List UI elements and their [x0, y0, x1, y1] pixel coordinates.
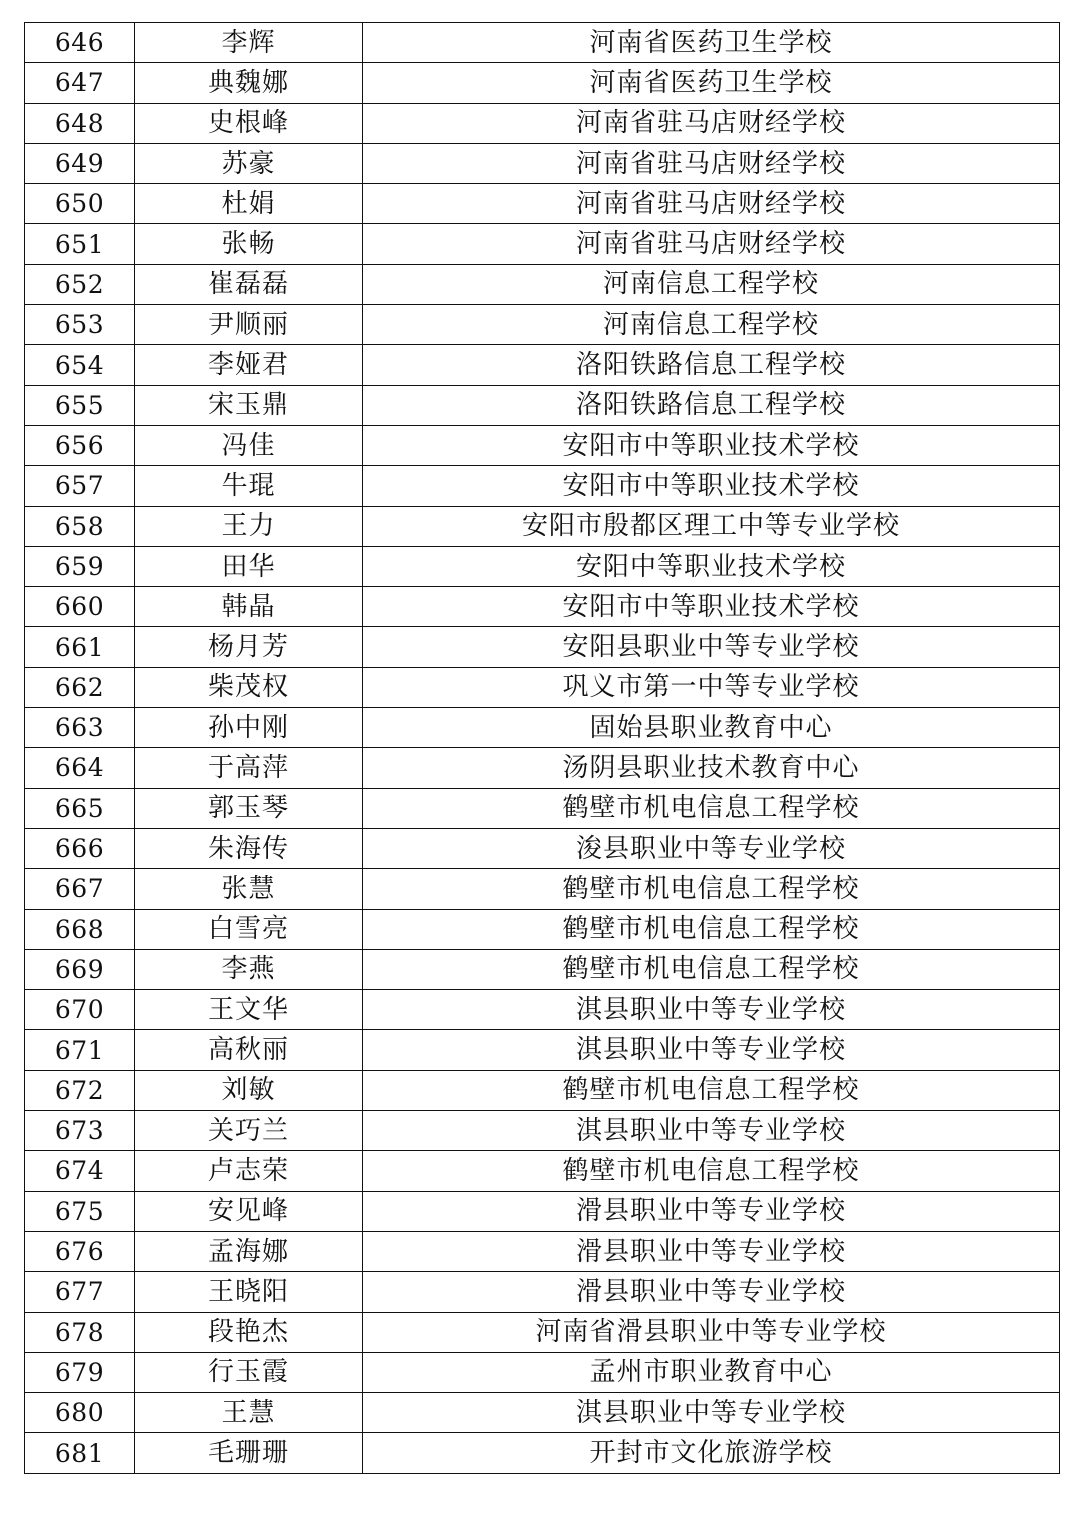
- person-name-cell: 郭玉琴: [135, 788, 363, 828]
- table-row: [25, 1393, 1060, 1433]
- serial-number-cell: 658: [25, 506, 135, 546]
- person-name-cell: 关巧兰: [135, 1111, 363, 1151]
- serial-number-cell: 667: [25, 869, 135, 909]
- school-name-cell: 河南省医药卫生学校: [363, 23, 1060, 63]
- school-name-cell: 河南省驻马店财经学校: [363, 224, 1060, 264]
- school-name-cell: 鹤壁市机电信息工程学校: [363, 788, 1060, 828]
- person-name-cell: 孙中刚: [135, 708, 363, 748]
- person-name-cell: 牛琨: [135, 466, 363, 506]
- person-name-cell: 宋玉鼎: [135, 385, 363, 425]
- person-name-cell: 韩晶: [135, 587, 363, 627]
- table-row: [25, 224, 1060, 264]
- table-row: [25, 667, 1060, 707]
- person-name-cell: 张慧: [135, 869, 363, 909]
- table-row: [25, 466, 1060, 506]
- table-row: [25, 1151, 1060, 1191]
- person-name-cell: 李辉: [135, 23, 363, 63]
- table-row: [25, 1231, 1060, 1271]
- roster-table-body: [25, 23, 1060, 1474]
- person-name-cell: 杨月芳: [135, 627, 363, 667]
- table-row: [25, 506, 1060, 546]
- person-name-cell: 张畅: [135, 224, 363, 264]
- serial-number-cell: 661: [25, 627, 135, 667]
- person-name-cell: 王力: [135, 506, 363, 546]
- school-name-cell: 河南信息工程学校: [363, 305, 1060, 345]
- school-name-cell: 淇县职业中等专业学校: [363, 1030, 1060, 1070]
- table-row: [25, 103, 1060, 143]
- school-name-cell: 安阳县职业中等专业学校: [363, 627, 1060, 667]
- table-row: [25, 909, 1060, 949]
- roster-table: [24, 22, 1060, 1474]
- school-name-cell: 河南省驻马店财经学校: [363, 103, 1060, 143]
- serial-number-cell: 669: [25, 949, 135, 989]
- table-row: [25, 264, 1060, 304]
- school-name-cell: 洛阳铁路信息工程学校: [363, 385, 1060, 425]
- table-row: [25, 23, 1060, 63]
- table-row: [25, 385, 1060, 425]
- table-row: [25, 990, 1060, 1030]
- table-row: [25, 708, 1060, 748]
- serial-number-cell: 668: [25, 909, 135, 949]
- school-name-cell: 淇县职业中等专业学校: [363, 1393, 1060, 1433]
- serial-number-cell: 666: [25, 828, 135, 868]
- table-row: [25, 828, 1060, 868]
- school-name-cell: 安阳市中等职业技术学校: [363, 587, 1060, 627]
- serial-number-cell: 648: [25, 103, 135, 143]
- person-name-cell: 史根峰: [135, 103, 363, 143]
- school-name-cell: 河南省驻马店财经学校: [363, 184, 1060, 224]
- school-name-cell: 河南省医药卫生学校: [363, 63, 1060, 103]
- serial-number-cell: 676: [25, 1231, 135, 1271]
- table-row: [25, 949, 1060, 989]
- person-name-cell: 尹顺丽: [135, 305, 363, 345]
- person-name-cell: 王慧: [135, 1393, 363, 1433]
- table-row: [25, 788, 1060, 828]
- serial-number-cell: 650: [25, 184, 135, 224]
- school-name-cell: 鹤壁市机电信息工程学校: [363, 1070, 1060, 1110]
- school-name-cell: 汤阴县职业技术教育中心: [363, 748, 1060, 788]
- person-name-cell: 朱海传: [135, 828, 363, 868]
- person-name-cell: 李娅君: [135, 345, 363, 385]
- table-row: [25, 748, 1060, 788]
- table-row: [25, 869, 1060, 909]
- serial-number-cell: 677: [25, 1272, 135, 1312]
- school-name-cell: 洛阳铁路信息工程学校: [363, 345, 1060, 385]
- person-name-cell: 王文华: [135, 990, 363, 1030]
- serial-number-cell: 652: [25, 264, 135, 304]
- table-row: [25, 1312, 1060, 1352]
- person-name-cell: 于高萍: [135, 748, 363, 788]
- roster-document: [24, 22, 1059, 1474]
- serial-number-cell: 679: [25, 1352, 135, 1392]
- serial-number-cell: 657: [25, 466, 135, 506]
- person-name-cell: 崔磊磊: [135, 264, 363, 304]
- serial-number-cell: 653: [25, 305, 135, 345]
- table-row: [25, 425, 1060, 465]
- serial-number-cell: 678: [25, 1312, 135, 1352]
- person-name-cell: 毛珊珊: [135, 1433, 363, 1473]
- person-name-cell: 李燕: [135, 949, 363, 989]
- serial-number-cell: 660: [25, 587, 135, 627]
- table-row: [25, 1111, 1060, 1151]
- serial-number-cell: 647: [25, 63, 135, 103]
- person-name-cell: 卢志荣: [135, 1151, 363, 1191]
- person-name-cell: 田华: [135, 546, 363, 586]
- school-name-cell: 淇县职业中等专业学校: [363, 990, 1060, 1030]
- serial-number-cell: 665: [25, 788, 135, 828]
- serial-number-cell: 655: [25, 385, 135, 425]
- serial-number-cell: 646: [25, 23, 135, 63]
- table-row: [25, 63, 1060, 103]
- serial-number-cell: 656: [25, 425, 135, 465]
- school-name-cell: 固始县职业教育中心: [363, 708, 1060, 748]
- serial-number-cell: 681: [25, 1433, 135, 1473]
- table-row: [25, 143, 1060, 183]
- serial-number-cell: 663: [25, 708, 135, 748]
- school-name-cell: 鹤壁市机电信息工程学校: [363, 869, 1060, 909]
- person-name-cell: 高秋丽: [135, 1030, 363, 1070]
- school-name-cell: 安阳市中等职业技术学校: [363, 466, 1060, 506]
- serial-number-cell: 675: [25, 1191, 135, 1231]
- table-row: [25, 1433, 1060, 1473]
- table-row: [25, 1030, 1060, 1070]
- table-row: [25, 1272, 1060, 1312]
- school-name-cell: 滑县职业中等专业学校: [363, 1272, 1060, 1312]
- school-name-cell: 浚县职业中等专业学校: [363, 828, 1060, 868]
- table-row: [25, 587, 1060, 627]
- person-name-cell: 行玉霞: [135, 1352, 363, 1392]
- school-name-cell: 鹤壁市机电信息工程学校: [363, 1151, 1060, 1191]
- table-row: [25, 546, 1060, 586]
- school-name-cell: 安阳中等职业技术学校: [363, 546, 1060, 586]
- serial-number-cell: 651: [25, 224, 135, 264]
- person-name-cell: 安见峰: [135, 1191, 363, 1231]
- serial-number-cell: 680: [25, 1393, 135, 1433]
- school-name-cell: 河南省滑县职业中等专业学校: [363, 1312, 1060, 1352]
- school-name-cell: 河南省驻马店财经学校: [363, 143, 1060, 183]
- school-name-cell: 开封市文化旅游学校: [363, 1433, 1060, 1473]
- person-name-cell: 白雪亮: [135, 909, 363, 949]
- person-name-cell: 苏豪: [135, 143, 363, 183]
- serial-number-cell: 670: [25, 990, 135, 1030]
- serial-number-cell: 662: [25, 667, 135, 707]
- school-name-cell: 安阳市殷都区理工中等专业学校: [363, 506, 1060, 546]
- school-name-cell: 安阳市中等职业技术学校: [363, 425, 1060, 465]
- serial-number-cell: 659: [25, 546, 135, 586]
- table-row: [25, 1191, 1060, 1231]
- serial-number-cell: 671: [25, 1030, 135, 1070]
- serial-number-cell: 664: [25, 748, 135, 788]
- school-name-cell: 河南信息工程学校: [363, 264, 1060, 304]
- person-name-cell: 刘敏: [135, 1070, 363, 1110]
- person-name-cell: 柴茂权: [135, 667, 363, 707]
- serial-number-cell: 674: [25, 1151, 135, 1191]
- person-name-cell: 典魏娜: [135, 63, 363, 103]
- serial-number-cell: 649: [25, 143, 135, 183]
- serial-number-cell: 673: [25, 1111, 135, 1151]
- school-name-cell: 鹤壁市机电信息工程学校: [363, 909, 1060, 949]
- school-name-cell: 滑县职业中等专业学校: [363, 1231, 1060, 1271]
- school-name-cell: 孟州市职业教育中心: [363, 1352, 1060, 1392]
- person-name-cell: 王晓阳: [135, 1272, 363, 1312]
- table-row: [25, 345, 1060, 385]
- person-name-cell: 杜娟: [135, 184, 363, 224]
- person-name-cell: 孟海娜: [135, 1231, 363, 1271]
- school-name-cell: 淇县职业中等专业学校: [363, 1111, 1060, 1151]
- table-row: [25, 305, 1060, 345]
- table-row: [25, 1070, 1060, 1110]
- serial-number-cell: 672: [25, 1070, 135, 1110]
- school-name-cell: 滑县职业中等专业学校: [363, 1191, 1060, 1231]
- table-row: [25, 627, 1060, 667]
- table-row: [25, 1352, 1060, 1392]
- person-name-cell: 段艳杰: [135, 1312, 363, 1352]
- person-name-cell: 冯佳: [135, 425, 363, 465]
- school-name-cell: 鹤壁市机电信息工程学校: [363, 949, 1060, 989]
- table-row: [25, 184, 1060, 224]
- serial-number-cell: 654: [25, 345, 135, 385]
- school-name-cell: 巩义市第一中等专业学校: [363, 667, 1060, 707]
